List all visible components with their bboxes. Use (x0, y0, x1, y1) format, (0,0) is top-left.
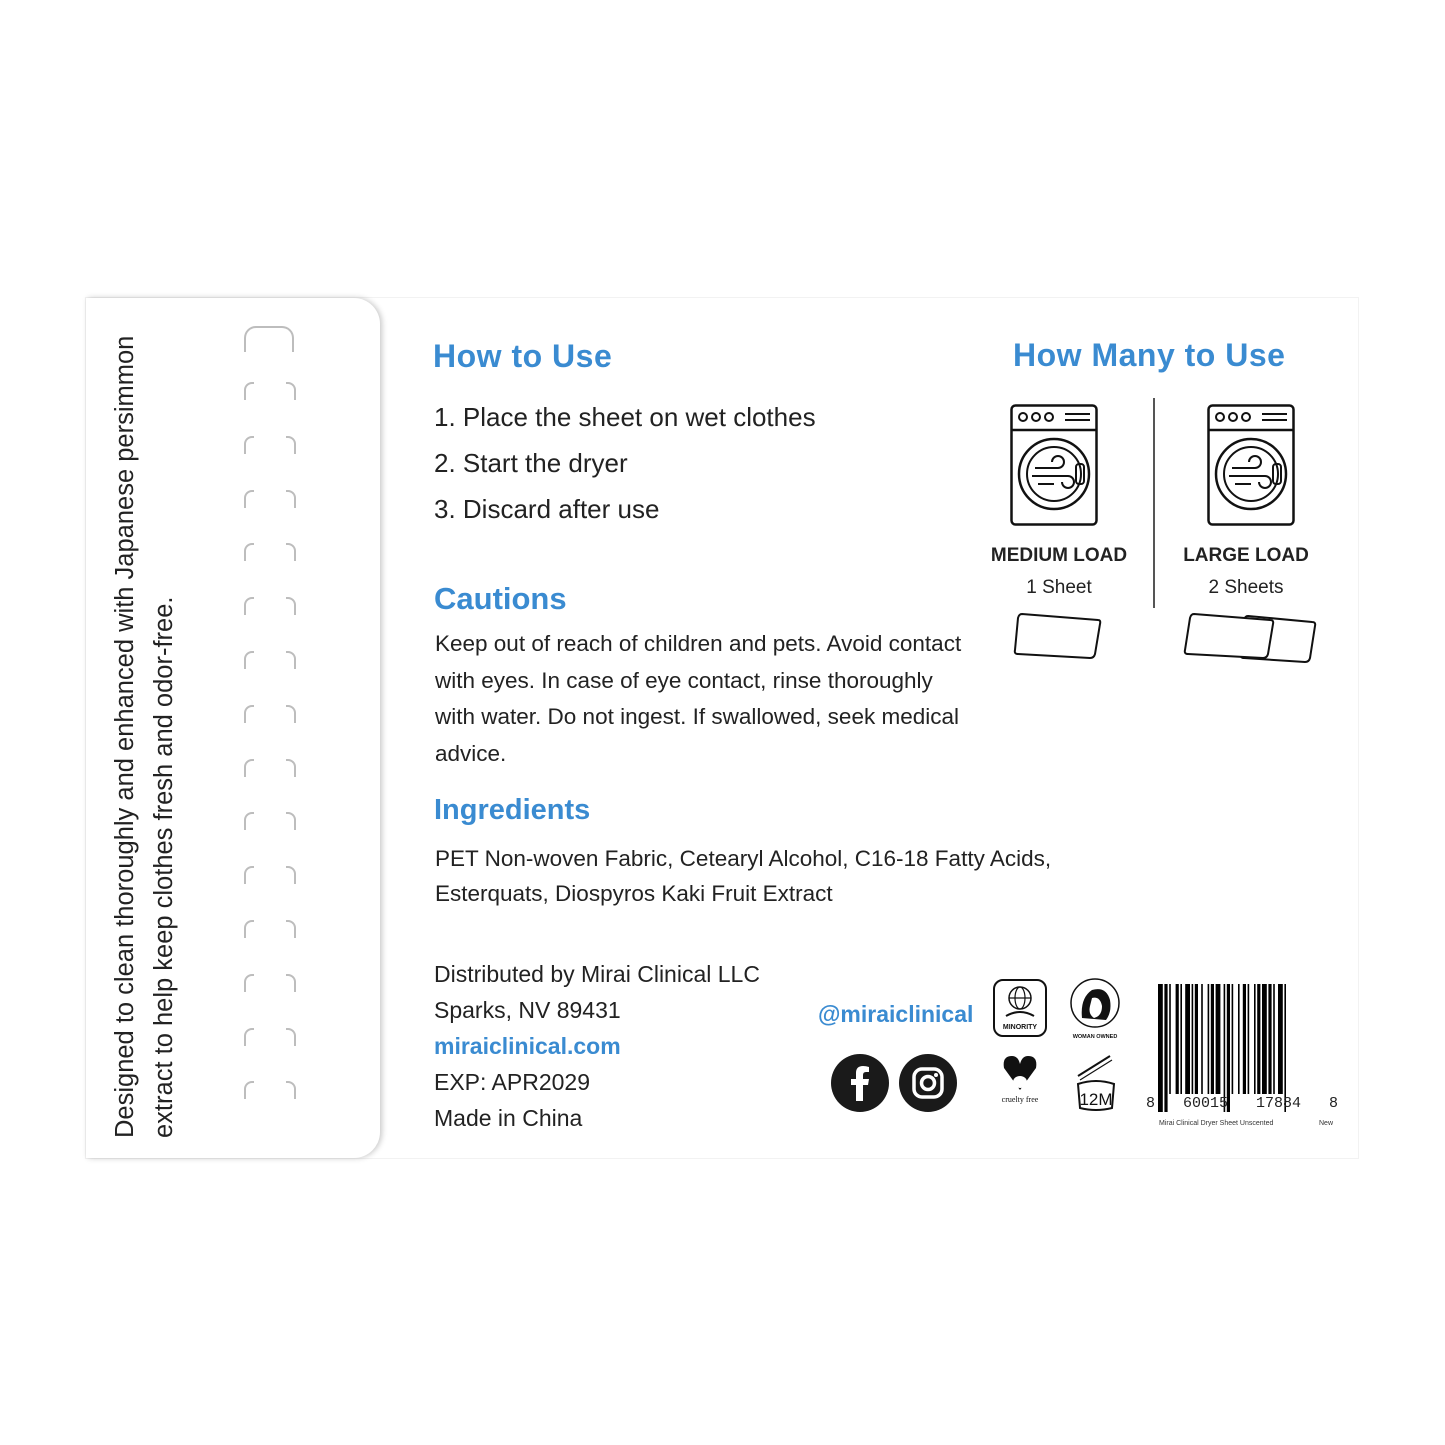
how-many-title: How Many to Use (1013, 337, 1286, 373)
ingredients-title: Ingredients (434, 794, 591, 826)
how-to-use-title: How to Use (433, 338, 613, 374)
tab-marker (244, 490, 296, 510)
large-load-label: LARGE LOAD (1183, 545, 1309, 566)
distributor-info (434, 956, 760, 1136)
distributor-name: Distributed by Mirai Clinical LLC (434, 961, 760, 987)
barcode-bar (1254, 984, 1256, 1094)
step-item: 2. Start the dryer (434, 448, 628, 478)
large-load-quantity: 2 Sheets (1208, 577, 1284, 598)
barcode-bar (1169, 984, 1171, 1094)
barcode-bar (1262, 984, 1267, 1094)
cruelty-free-icon (998, 1050, 1042, 1114)
minority-badge-label: MINORITY (1002, 1024, 1038, 1031)
tab-top (244, 326, 294, 352)
woman-owned-icon (1066, 978, 1124, 1042)
package-back-panel (86, 298, 1358, 1158)
woman-owned-badge-label: WOMAN OWNED (1072, 1034, 1118, 1040)
barcode-bar (1216, 984, 1221, 1094)
barcode-bar (1227, 984, 1230, 1112)
tab-marker (244, 1081, 296, 1101)
barcode-tag: New (1319, 1120, 1334, 1127)
medium-load-quantity: 1 Sheet (1026, 577, 1092, 598)
barcode-bar (1201, 984, 1203, 1094)
barcode-bar (1158, 984, 1163, 1112)
barcode-bar (1278, 984, 1283, 1094)
barcode-digit-group: 60015 (1182, 1095, 1228, 1112)
tab-marker (244, 759, 296, 779)
distributor-address: Sparks, NV 89431 (434, 997, 621, 1023)
barcode-digit-group: 8 (1328, 1095, 1338, 1112)
tab-marker (244, 1028, 296, 1048)
social-handle[interactable]: @miraiclinical (818, 1001, 974, 1027)
tab-marker (244, 651, 296, 671)
tab-marker (244, 382, 296, 402)
tab-marker (244, 436, 296, 456)
website-link[interactable]: miraiclinical.com (434, 1033, 621, 1059)
minority-owned-icon (992, 978, 1048, 1038)
cautions-title: Cautions (434, 581, 567, 616)
barcode-bar (1224, 984, 1226, 1112)
how-to-use-steps (434, 394, 816, 532)
barcode (1158, 984, 1334, 1112)
sheets-icon (1182, 610, 1322, 668)
country-of-origin: Made in China (434, 1105, 583, 1131)
barcode-digit-group: 8 (1146, 1095, 1156, 1112)
tab-marker (244, 705, 296, 725)
tab-marker (244, 543, 296, 563)
step-item: 1. Place the sheet on wet clothes (434, 402, 816, 432)
barcode-bar (1211, 984, 1214, 1094)
barcode-bar (1248, 984, 1250, 1094)
tab-marker (244, 920, 296, 940)
barcode-bar (1185, 984, 1190, 1094)
washer-icon (1010, 404, 1098, 526)
barcode-bar (1243, 984, 1246, 1094)
period-after-opening-icon (1072, 1054, 1120, 1112)
barcode-caption: Mirai Clinical Dryer Sheet Unscented (1159, 1120, 1274, 1127)
barcode-bar (1238, 984, 1240, 1094)
medium-load-label: MEDIUM LOAD (990, 545, 1128, 566)
tab-marker (244, 597, 296, 617)
barcode-bar (1176, 984, 1179, 1094)
tab-marker (244, 974, 296, 994)
washer-icon (1207, 404, 1295, 526)
barcode-bar (1257, 984, 1260, 1094)
barcode-bar (1180, 984, 1182, 1094)
pao-label: 12M (1079, 1090, 1113, 1109)
side-flap-text: Designed to clean thoroughly and enhanced with Japanese persimmon extract to help keep clothes fresh and odor-free. (111, 335, 178, 1138)
barcode-digit-group: 17884 (1255, 1095, 1301, 1112)
ingredients-text: PET Non-woven Fabric, Cetearyl Alcohol, C16-18 Fatty Acids, Esterquats, Diospyros Kaki Fruit Extract (435, 846, 1052, 906)
tab-marker (244, 866, 296, 886)
barcode-bar (1208, 984, 1210, 1094)
step-item: 3. Discard after use (434, 494, 660, 524)
tab-marker (244, 812, 296, 832)
barcode-bar (1273, 984, 1275, 1094)
barcode-digits (1146, 1095, 1338, 1112)
cruelty-free-label: cruelty free (1001, 1095, 1039, 1104)
barcode-bar (1284, 984, 1286, 1112)
cautions-text: Keep out of reach of children and pets. Avoid contact with eyes. In case of eye contact, rinse thoroughly with water. Do not ingest. If swallowed, seek medical advice. (435, 631, 962, 766)
instagram-icon[interactable] (899, 1054, 957, 1112)
barcode-bar (1232, 984, 1234, 1094)
expiry-date: EXP: APR2029 (434, 1069, 590, 1095)
barcode-bar (1195, 984, 1198, 1094)
barcode-bar (1192, 984, 1194, 1094)
sheet-icon (1012, 610, 1104, 662)
barcode-bar (1164, 984, 1167, 1112)
barcode-bar (1268, 984, 1271, 1094)
side-flap (86, 298, 380, 1158)
facebook-icon[interactable] (831, 1054, 889, 1112)
